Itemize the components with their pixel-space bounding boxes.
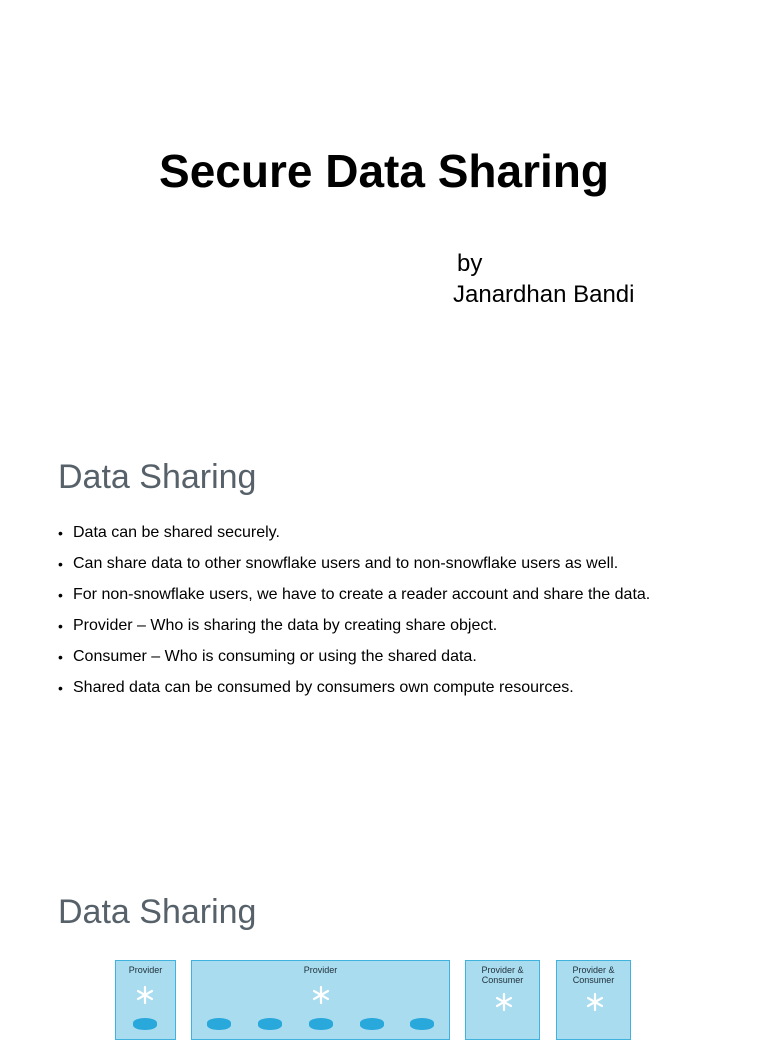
provider-box — [191, 960, 450, 1040]
bullet-text: Provider – Who is sharing the data by creating share object. — [73, 617, 498, 634]
bullet-text: Data can be shared securely. — [73, 524, 280, 541]
provider-consumer-box — [465, 960, 540, 1040]
bullet-dot: • — [58, 649, 63, 665]
database-icon — [133, 1018, 157, 1030]
list-item — [58, 553, 650, 584]
provider-box — [115, 960, 176, 1040]
bullet-text: Consumer – Who is consuming or using the shared data. — [73, 648, 477, 665]
box-label-line2: Consumer — [481, 975, 524, 985]
author-name: Janardhan Bandi — [453, 281, 635, 308]
list-item — [58, 522, 650, 553]
list-item — [58, 584, 650, 615]
database-icon — [207, 1018, 231, 1030]
byline-by: by — [457, 250, 483, 277]
byline — [453, 248, 634, 310]
box-label-line1: Provider & — [572, 965, 615, 975]
bullet-list — [58, 522, 650, 708]
box-label: Provider — [303, 965, 338, 975]
database-icon — [309, 1018, 333, 1030]
box-label: Provider — [128, 965, 163, 975]
snowflake-icon — [585, 992, 605, 1012]
section-heading: Data Sharing — [58, 458, 257, 496]
bullet-text: Shared data can be consumed by consumers own compute resources. — [73, 679, 574, 696]
bullet-text: Can share data to other snowflake users and to non-snowflake users as well. — [73, 555, 619, 572]
snowflake-icon — [494, 992, 514, 1012]
snowflake-icon — [135, 985, 155, 1005]
box-label-line1: Provider & — [481, 965, 524, 975]
box-label-line2: Consumer — [572, 975, 615, 985]
bullet-text: For non-snowflake users, we have to create a reader account and share the data. — [73, 586, 651, 603]
snowflake-icon — [311, 985, 331, 1005]
slide-title: Secure Data Sharing — [159, 145, 609, 197]
bullet-dot: • — [58, 618, 63, 634]
list-item — [58, 615, 650, 646]
list-item — [58, 646, 650, 677]
provider-consumer-box — [556, 960, 631, 1040]
database-icon — [360, 1018, 384, 1030]
bullet-dot: • — [58, 556, 63, 572]
bullet-dot: • — [58, 525, 63, 541]
bullet-dot: • — [58, 587, 63, 603]
section-heading: Data Sharing — [58, 893, 257, 931]
database-icon — [258, 1018, 282, 1030]
list-item — [58, 677, 650, 708]
database-icon — [410, 1018, 434, 1030]
bullet-dot: • — [58, 680, 63, 696]
